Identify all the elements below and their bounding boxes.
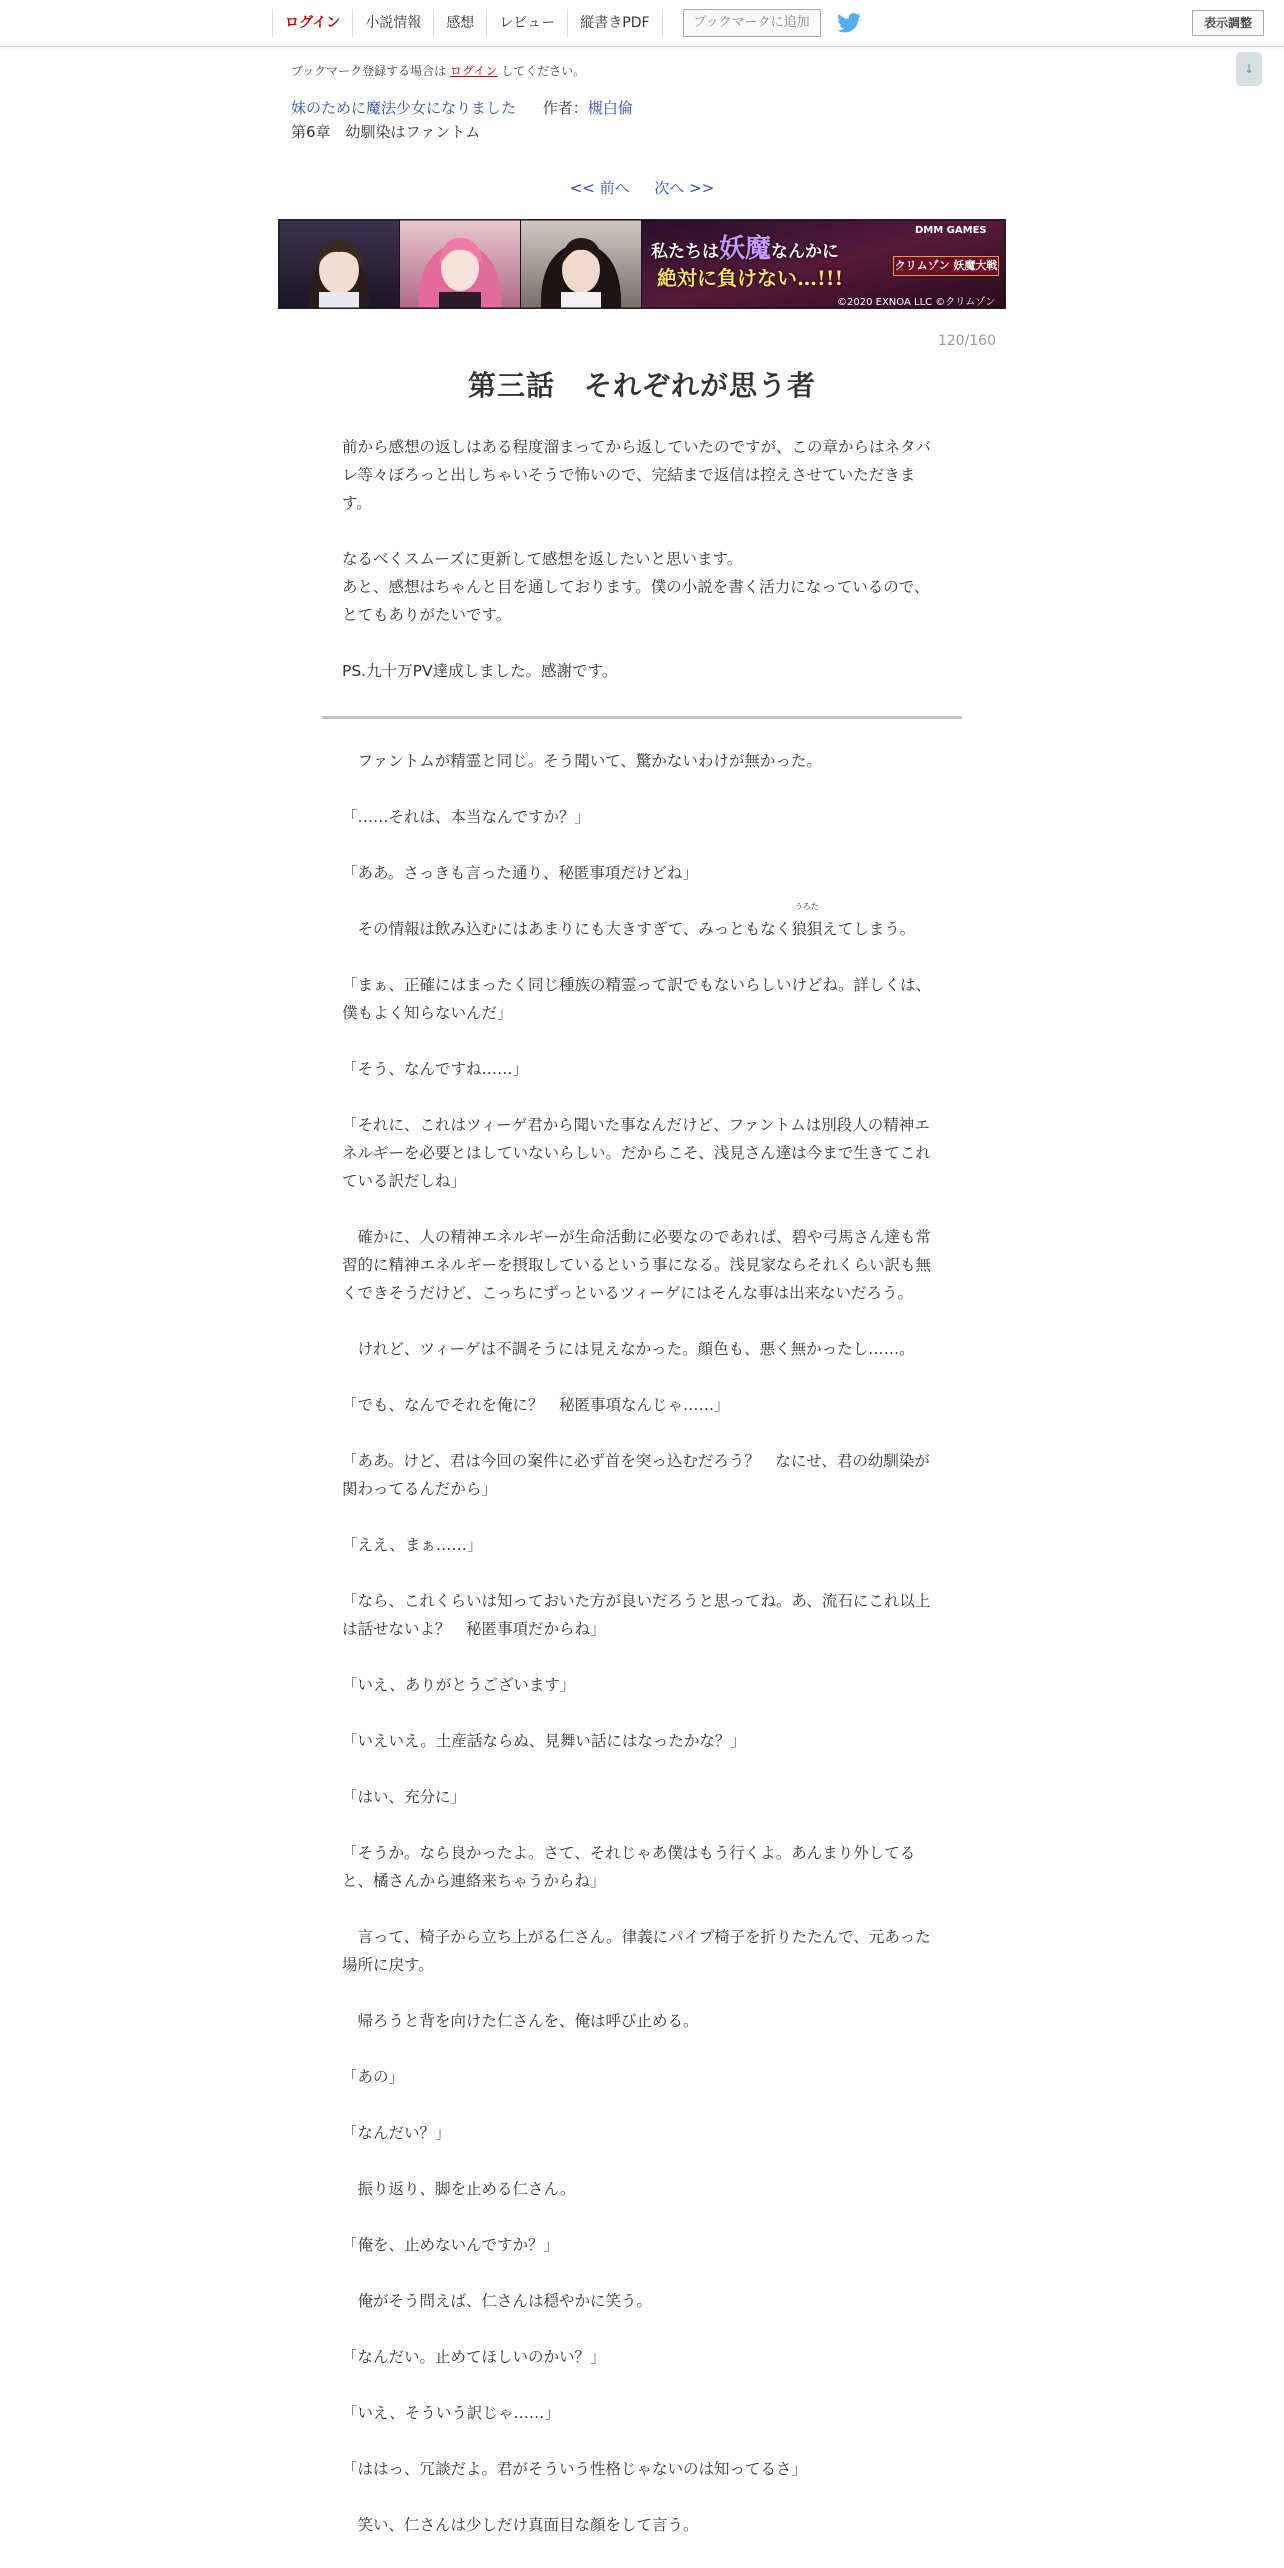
preface-paragraph: PS.九十万PV達成しました。感謝です。 (342, 662, 618, 680)
author-link[interactable]: 槻白倫 (587, 99, 633, 117)
ad-headline-top: 私たちは妖魔なんかに (651, 234, 840, 264)
body-paragraph: 「はい、充分に」 (342, 1788, 467, 1806)
body-paragraph: 「そうか。なら良かったよ。さて、それじゃあ僕はもう行くよ。あんまり外してると、橘さんから連絡来ちゃうからね」 (342, 1844, 916, 1890)
body-paragraph: ファントムが精霊と同じ。そう聞いて、驚かないわけが無かった。 (342, 752, 822, 770)
body-paragraph: 「ええ、まぁ……」 (342, 1536, 483, 1554)
body-paragraph: けれど、ツィーゲは不調そうには見えなかった。顔色も、悪く無かったし……。 (342, 1340, 915, 1358)
ad-brand: DMM GAMES (915, 225, 987, 236)
body-paragraph: 「ははっ、冗談だよ。君がそういう性格じゃないのは知ってるさ」 (342, 2460, 808, 2478)
body-paragraph: 「俺を、止めないんですか？」 (342, 2236, 560, 2254)
body-paragraph: 俺がそう問えば、仁さんは穏やかに笑う。 (342, 2292, 653, 2310)
preface-paragraph: なるべくスムーズに更新して感想を返したいと思います。 (342, 550, 743, 568)
body-paragraph: 「あの」 (342, 2068, 405, 2086)
author-label: 作者： (542, 99, 588, 117)
body-paragraph: 「ああ。さっきも言った通り、秘匿事項だけどね」 (342, 864, 698, 882)
body-paragraph: 「……それは、本当なんですか？」 (342, 808, 591, 826)
scroll-down-button[interactable]: ↓ (1236, 52, 1262, 86)
body-paragraph: 笑い、仁さんは少しだけ真面目な顔をして言う。 (342, 2516, 699, 2534)
nav-vertical-pdf-link[interactable]: 縦書きPDF (567, 9, 662, 37)
body-paragraph: 「そう、なんですね……」 (342, 1060, 529, 1078)
body-paragraph: 振り返り、脚を止める仁さん。 (342, 2180, 576, 2198)
body-paragraph: 「それに、これはツィーゲ君から聞いた事なんだけど、ファントムは別段人の精神エネルギーを必要とはしていないらしい。だからこそ、浅見さん達は今まで生きてこれている訳だしね」 (342, 1116, 931, 1190)
novel-title-link[interactable]: 妹のために魔法少女になりました (291, 99, 517, 117)
body-paragraph: 確かに、人の精神エネルギーが生命活動に必要なのであれば、碧や弓馬さん達も常習的に精神エネルギーを摂取しているという事になる。浅見家ならそれくらい訳も無くできそうだけど、こっちにずっといるツィーゲにはそんな事は出来ないだろう。 (342, 1228, 932, 1302)
ruby-reading: うろた (794, 902, 819, 911)
twitter-bird-icon (837, 13, 861, 33)
body-paragraph: その情報は飲み込むにはあまりにも大きすぎて、みっともなく狼狽 うろた えてしまう。 (342, 915, 942, 943)
body-paragraph: 「いえ、そういう訳じゃ……」 (342, 2404, 560, 2422)
body-paragraph: 「なら、これくらいは知っておいた方が良いだろうと思ってね。あ、流石にこれ以上は話せないよ？ 秘匿事項だからね」 (342, 1592, 931, 1638)
next-episode-link[interactable]: 次へ >> (654, 179, 715, 197)
body-paragraph: 「なんだい。止めてほしいのかい？」 (342, 2348, 606, 2366)
preface-divider (322, 716, 962, 719)
ad-copyright: ©2020 EXNOA LLC ©クリムゾン (837, 297, 996, 308)
preface-paragraph: あと、感想はちゃんと目を通しております。僕の小説を書く活力になっているので、とてもありがたいです。 (342, 578, 930, 624)
body-paragraph: 帰ろうと背を向けた仁さんを、俺は呼び止める。 (342, 2012, 699, 2030)
body-paragraph: 「いえ、ありがとうございます」 (342, 1676, 576, 1694)
body-paragraph: 「でも、なんでそれを俺に？ 秘匿事項なんじゃ……」 (342, 1396, 730, 1414)
nav-review-link[interactable]: レビュー (486, 9, 567, 37)
ad-game-logo: クリムゾン 妖魔大戦 (893, 256, 999, 276)
global-nav (272, 0, 863, 46)
nav-login-link[interactable]: ログイン (272, 9, 352, 37)
nav-novel-info-link[interactable]: 小説情報 (352, 9, 433, 37)
ruby-word: 狼狽 うろた (791, 902, 823, 938)
body-paragraph: 言って、椅子から立ち上がる仁さん。律義にパイプ椅子を折りたたんで、元あった場所に戻す。 (342, 1928, 931, 1974)
episode-title: 第三話 それぞれが思う者 (467, 369, 816, 402)
body-paragraph: 「ああ。けど、君は今回の案件に必ず首を突っ込むだろう？ なにせ、君の幼馴染が関わってるんだから」 (342, 1452, 930, 1498)
episode-pager (0, 177, 1284, 198)
bookmark-login-note: ブックマーク登録する場合は ログイン してください。 (291, 64, 586, 78)
novel-body (342, 747, 942, 2539)
bookmark-login-link[interactable]: ログイン (450, 64, 498, 78)
ad-headline-bottom: 絶対に負けない…!!! (657, 266, 844, 290)
display-settings-button[interactable]: 表示調整 (1192, 10, 1264, 36)
author-preface (342, 433, 942, 685)
add-bookmark-button[interactable]: ブックマークに追加 (683, 9, 821, 37)
prev-episode-link[interactable]: << 前へ (569, 179, 630, 197)
top-header (0, 0, 1284, 47)
body-paragraph: 「いえいえ。土産話ならぬ、見舞い話にはなったかな？」 (342, 1732, 746, 1750)
twitter-share-button[interactable] (837, 12, 863, 34)
page-counter: 120/160 (937, 333, 996, 349)
ad-banner[interactable] (278, 219, 1006, 309)
novel-header (291, 97, 633, 118)
nav-impressions-link[interactable]: 感想 (433, 9, 486, 37)
body-paragraph: 「なんだい？」 (342, 2124, 451, 2142)
body-paragraph: 「まぁ、正確にはまったく同じ種族の精霊って訳でもないらしいけどね。詳しくは、僕もよく知らないんだ」 (342, 976, 932, 1022)
chapter-title: 第6章 幼馴染はファントム (291, 123, 481, 141)
preface-paragraph: 前から感想の返しはある程度溜まってから返していたのですが、この章からはネタバレ等々ぼろっと出しちゃいそうで怖いので、完結まで返信は控えさせていただきます。 (342, 438, 931, 512)
